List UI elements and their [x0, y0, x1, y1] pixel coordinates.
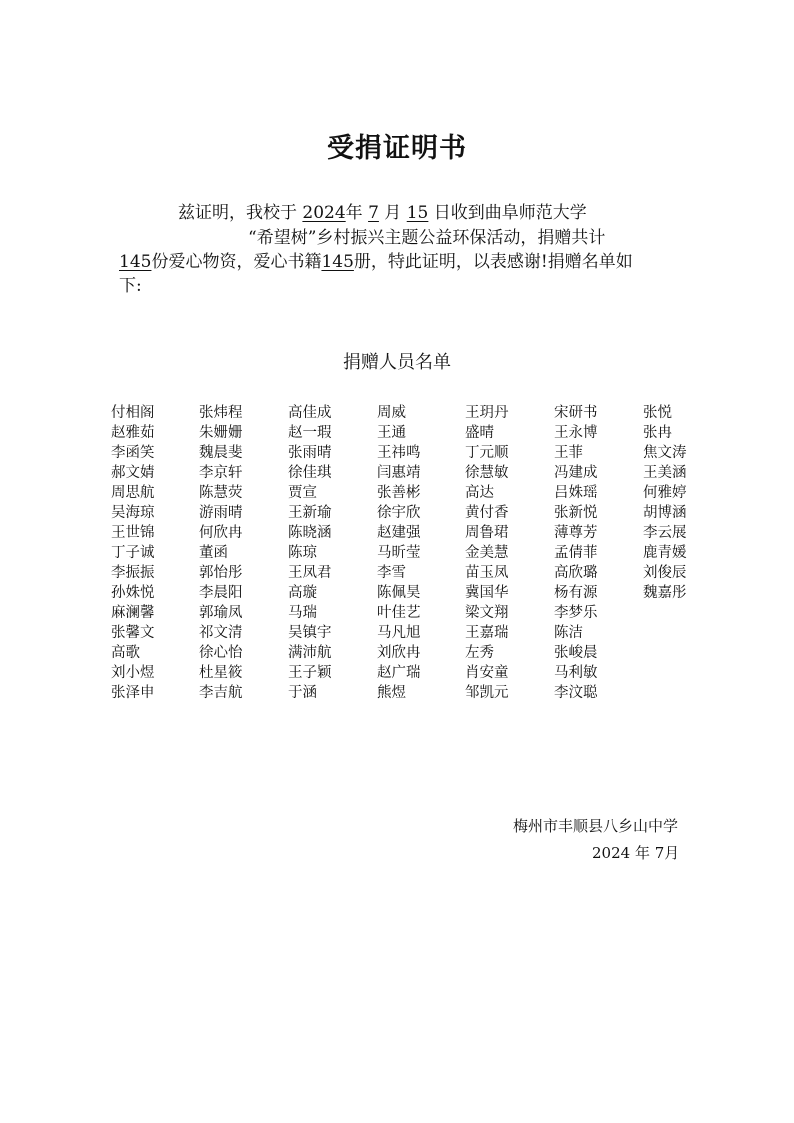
document-title: 受捐证明书 — [327, 133, 467, 164]
donor-name: 吴镇宇 — [288, 625, 332, 641]
donor-name: 马凡旭 — [377, 625, 421, 641]
donor-name: 李云展 — [643, 525, 687, 541]
donor-name: 张善彬 — [377, 485, 421, 501]
donor-name: 何雅婷 — [643, 485, 687, 501]
donor-name: 陈洁 — [554, 625, 583, 641]
donor-name: 周思航 — [111, 485, 155, 501]
intro-text: 兹证明，我校于 — [178, 203, 303, 223]
donor-name: 高佳成 — [288, 405, 332, 421]
donor-name: 张炜程 — [199, 405, 243, 421]
signature-organization: 梅州市丰顺县八乡山中学 — [513, 817, 679, 835]
donor-name: 李梦乐 — [554, 605, 598, 621]
donor-name: 赵雅茹 — [111, 425, 155, 441]
intro-day: 15 — [406, 203, 429, 223]
donor-name: 张悦 — [643, 405, 672, 421]
donor-name: 陈晓涵 — [288, 525, 332, 541]
intro-year: 2024 — [302, 203, 346, 223]
donor-name: 徐佳琪 — [288, 465, 332, 481]
donor-name: 左秀 — [465, 645, 494, 661]
donor-name: 丁元顺 — [465, 445, 509, 461]
donor-name: 陈琼 — [288, 545, 317, 561]
signature-date: 2024 年 7月 — [592, 844, 680, 862]
donor-name: 张新悦 — [554, 505, 598, 521]
donor-name: 陈慧荧 — [199, 485, 243, 501]
intro-text: 份爱心物资，爱心书籍 — [151, 252, 322, 272]
donor-name: 郭瑜凤 — [199, 605, 243, 621]
donor-name: 冀国华 — [465, 585, 509, 601]
donor-name: 杜星筱 — [199, 665, 243, 681]
donor-name: 宋研书 — [554, 405, 598, 421]
donor-name: 周鲁珺 — [465, 525, 509, 541]
donor-name: 刘欣冉 — [377, 645, 421, 661]
donor-name: 吕姝瑶 — [554, 485, 598, 501]
donor-name: 王世锦 — [111, 525, 155, 541]
donor-name: 徐心怡 — [199, 645, 243, 661]
donor-name: 魏嘉彤 — [643, 585, 687, 601]
donor-name: 黄付香 — [465, 505, 509, 521]
donor-name: 李函笑 — [111, 445, 155, 461]
donor-name: 满沛航 — [288, 645, 332, 661]
donor-name: 马瑞 — [288, 605, 317, 621]
donor-name: 王玥丹 — [465, 405, 509, 421]
donor-name: 高歌 — [111, 645, 140, 661]
donor-name: 徐慧敏 — [465, 465, 509, 481]
donor-name: 王通 — [377, 425, 406, 441]
intro-month: 7 — [368, 203, 379, 223]
donor-name: 张峻晨 — [554, 645, 598, 661]
donor-name: 张雨晴 — [288, 445, 332, 461]
donor-name: 李振振 — [111, 565, 155, 581]
donor-name: 王菲 — [554, 445, 583, 461]
donor-name: 孙姝悦 — [111, 585, 155, 601]
donor-name: 高欣璐 — [554, 565, 598, 581]
donor-name: 李京轩 — [199, 465, 243, 481]
intro-material-count: 145 — [119, 252, 152, 272]
donor-name: 梁文翔 — [465, 605, 509, 621]
donor-name: 赵一瑕 — [288, 425, 332, 441]
donor-name: 马利敏 — [554, 665, 598, 681]
donor-name: 刘俊辰 — [643, 565, 687, 581]
donor-name: 徐宇欣 — [377, 505, 421, 521]
donor-name: 何欣冉 — [199, 525, 243, 541]
donor-name: 李吉航 — [199, 685, 243, 701]
donor-name: 王永博 — [554, 425, 598, 441]
donor-name: 邹凯元 — [465, 685, 509, 701]
donor-name: 薄尊芳 — [554, 525, 598, 541]
donor-name: 王凤君 — [288, 565, 332, 581]
donor-name: 李晨阳 — [199, 585, 243, 601]
donor-name: 熊煜 — [377, 685, 406, 701]
donor-name: 张馨文 — [111, 625, 155, 641]
donor-name: 盛晴 — [465, 425, 494, 441]
intro-text: 月 — [378, 203, 407, 223]
intro-text: 日收到曲阜师范大学 — [428, 203, 587, 223]
donor-name: 王美涵 — [643, 465, 687, 481]
donor-name: 杨有源 — [554, 585, 598, 601]
donor-name: 高璇 — [288, 585, 317, 601]
donor-name: 祁文清 — [199, 625, 243, 641]
donor-name: 董函 — [199, 545, 228, 561]
donor-name: 苗玉凤 — [465, 565, 509, 581]
donor-name: 马昕莹 — [377, 545, 421, 561]
donor-name: 王子颖 — [288, 665, 332, 681]
donor-name: 丁子诚 — [111, 545, 155, 561]
donor-name: 刘小煜 — [111, 665, 155, 681]
donor-name: 周威 — [377, 405, 406, 421]
donor-name: 金美慧 — [465, 545, 509, 561]
donor-name: 郭怡彤 — [199, 565, 243, 581]
intro-line-4: 下: — [119, 276, 142, 296]
donor-name: 朱姗姗 — [199, 425, 243, 441]
intro-line-2: “希望树”乡村振兴主题公益环保活动，捐赠共计 — [248, 228, 606, 248]
donor-name: 王祎鸣 — [377, 445, 421, 461]
donor-name: 叶佳艺 — [377, 605, 421, 621]
donor-name: 陈佩昊 — [377, 585, 421, 601]
donor-name: 郝文婧 — [111, 465, 155, 481]
donor-name: 麻澜馨 — [111, 605, 155, 621]
donor-name: 焦文涛 — [643, 445, 687, 461]
donor-name: 张泽申 — [111, 685, 155, 701]
donor-name: 游雨晴 — [199, 505, 243, 521]
donor-name: 吴海琼 — [111, 505, 155, 521]
donor-name: 李雪 — [377, 565, 406, 581]
donor-name: 付相阁 — [111, 405, 155, 421]
donor-name: 王嘉瑞 — [465, 625, 509, 641]
donor-name: 贾宣 — [288, 485, 317, 501]
intro-text: 册，特此证明，以表感谢!捐赠名单如 — [353, 252, 633, 272]
donor-name: 魏晨斐 — [199, 445, 243, 461]
donor-name: 赵广瑞 — [377, 665, 421, 681]
donor-list-title: 捐赠人员名单 — [343, 352, 451, 373]
intro-book-count: 145 — [321, 252, 354, 272]
intro-line-1 — [178, 201, 587, 225]
donor-name: 孟倩菲 — [554, 545, 598, 561]
donor-name: 于涵 — [288, 685, 317, 701]
donor-name: 赵建强 — [377, 525, 421, 541]
donor-name: 张冉 — [643, 425, 672, 441]
intro-line-3 — [119, 250, 633, 274]
donor-name: 王新瑜 — [288, 505, 332, 521]
donor-name: 李汶聪 — [554, 685, 598, 701]
donor-name: 冯建成 — [554, 465, 598, 481]
donor-name: 肖安童 — [465, 665, 509, 681]
donor-name: 高达 — [465, 485, 494, 501]
intro-text: 年 — [345, 203, 369, 223]
donor-name: 闫惠靖 — [377, 465, 421, 481]
donor-name: 鹿青媛 — [643, 545, 687, 561]
donor-name: 胡博涵 — [643, 505, 687, 521]
